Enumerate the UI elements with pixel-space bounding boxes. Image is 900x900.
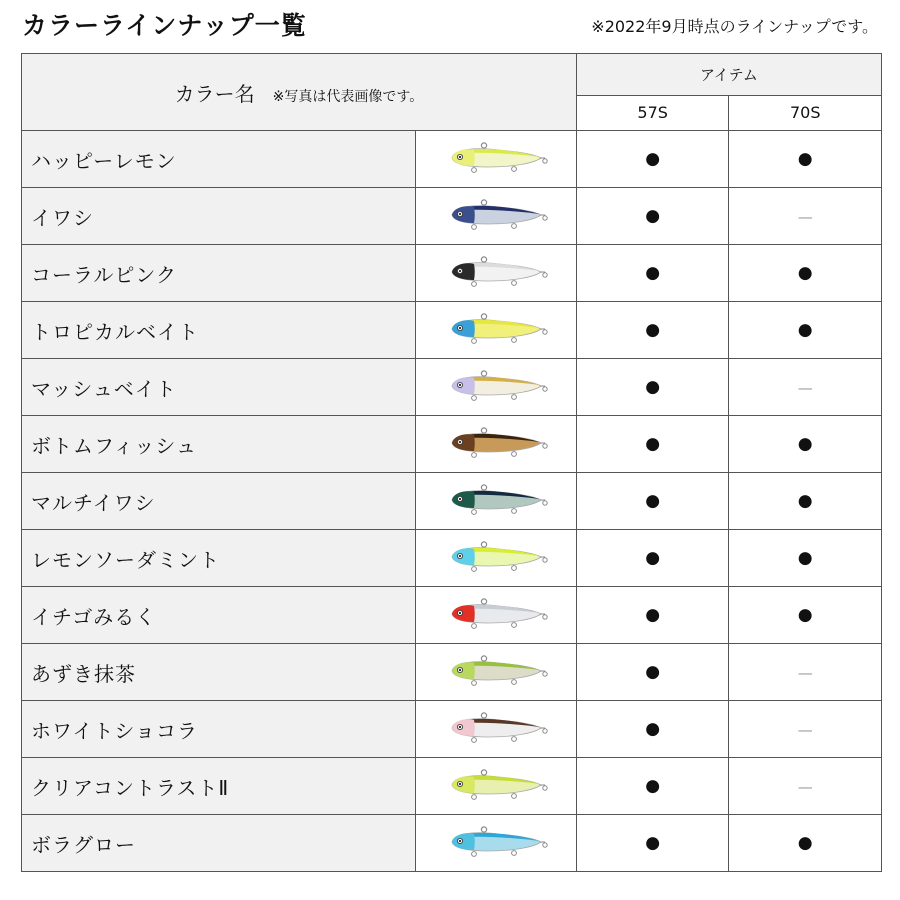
available-mark: ● <box>645 377 661 397</box>
unavailable-mark: — <box>797 720 813 739</box>
lure-image <box>444 312 548 348</box>
lure-photo-cell <box>416 416 577 473</box>
lure-photo-cell <box>416 815 577 872</box>
lure-photo-cell <box>416 473 577 530</box>
available-mark: ● <box>645 776 661 796</box>
table-row <box>22 530 882 587</box>
lure-image <box>444 198 548 234</box>
availability-70s <box>729 587 882 644</box>
lure-image <box>444 768 548 804</box>
availability-57s <box>576 188 729 245</box>
color-name-cell: コーラルピンク <box>22 245 416 302</box>
availability-70s <box>729 188 882 245</box>
availability-70s <box>729 473 882 530</box>
available-mark: ● <box>797 605 813 625</box>
table-row <box>22 587 882 644</box>
lure-image <box>444 711 548 747</box>
table-row <box>22 359 882 416</box>
availability-70s <box>729 245 882 302</box>
availability-57s <box>576 302 729 359</box>
unavailable-mark: — <box>797 207 813 226</box>
availability-57s <box>576 245 729 302</box>
availability-70s <box>729 530 882 587</box>
available-mark: ● <box>797 263 813 283</box>
color-name-cell: マッシュベイト <box>22 359 416 416</box>
lure-image <box>444 255 548 291</box>
table-row <box>22 302 882 359</box>
available-mark: ● <box>645 548 661 568</box>
table-row <box>22 416 882 473</box>
page-title: カラーラインナップ一覧 <box>22 11 307 40</box>
color-name-label: カラー名 <box>174 81 255 106</box>
model-70s-header: 70S <box>729 95 882 130</box>
availability-70s <box>729 359 882 416</box>
lure-photo-cell <box>416 644 577 701</box>
available-mark: ● <box>645 320 661 340</box>
available-mark: ● <box>797 320 813 340</box>
color-name-cell: マルチイワシ <box>22 473 416 530</box>
lure-image <box>444 597 548 633</box>
item-header: アイテム <box>576 54 881 96</box>
available-mark: ● <box>645 662 661 682</box>
color-name-cell: レモンソーダミント <box>22 530 416 587</box>
availability-70s <box>729 644 882 701</box>
lure-image <box>444 540 548 576</box>
availability-70s <box>729 302 882 359</box>
color-name-cell: ボラグロー <box>22 815 416 872</box>
available-mark: ● <box>645 263 661 283</box>
available-mark: ● <box>797 833 813 853</box>
availability-57s <box>576 644 729 701</box>
available-mark: ● <box>797 548 813 568</box>
table-row <box>22 758 882 815</box>
table-row <box>22 815 882 872</box>
table-row <box>22 644 882 701</box>
availability-57s <box>576 815 729 872</box>
lure-photo-cell <box>416 302 577 359</box>
table-row <box>22 473 882 530</box>
availability-57s <box>576 131 729 188</box>
lure-photo-cell <box>416 701 577 758</box>
color-name-cell: トロピカルベイト <box>22 302 416 359</box>
availability-57s <box>576 701 729 758</box>
available-mark: ● <box>797 149 813 169</box>
lure-photo-cell <box>416 587 577 644</box>
color-name-cell: ボトムフィッシュ <box>22 416 416 473</box>
available-mark: ● <box>645 491 661 511</box>
unavailable-mark: — <box>797 663 813 682</box>
table-row <box>22 701 882 758</box>
availability-57s <box>576 758 729 815</box>
lure-photo-cell <box>416 131 577 188</box>
available-mark: ● <box>645 719 661 739</box>
lure-photo-cell <box>416 245 577 302</box>
lure-photo-cell <box>416 758 577 815</box>
available-mark: ● <box>645 149 661 169</box>
lure-image <box>444 426 548 462</box>
available-mark: ● <box>645 833 661 853</box>
available-mark: ● <box>645 605 661 625</box>
lure-image <box>444 825 548 861</box>
unavailable-mark: — <box>797 378 813 397</box>
color-lineup-table <box>21 53 882 872</box>
lure-image <box>444 483 548 519</box>
availability-57s <box>576 587 729 644</box>
lure-photo-cell <box>416 530 577 587</box>
available-mark: ● <box>645 206 661 226</box>
availability-70s <box>729 416 882 473</box>
color-name-cell: ハッピーレモン <box>22 131 416 188</box>
lure-photo-cell <box>416 359 577 416</box>
table-row <box>22 131 882 188</box>
photo-note: ※写真は代表画像です。 <box>272 88 424 105</box>
color-name-cell: イチゴみるく <box>22 587 416 644</box>
lure-image <box>444 141 548 177</box>
availability-70s <box>729 815 882 872</box>
unavailable-mark: — <box>797 777 813 796</box>
availability-70s <box>729 701 882 758</box>
color-name-cell: クリアコントラストⅡ <box>22 758 416 815</box>
availability-70s <box>729 758 882 815</box>
availability-57s <box>576 416 729 473</box>
availability-70s <box>729 131 882 188</box>
lure-image <box>444 369 548 405</box>
color-name-cell: ホワイトショコラ <box>22 701 416 758</box>
available-mark: ● <box>797 434 813 454</box>
availability-57s <box>576 473 729 530</box>
table-row <box>22 188 882 245</box>
availability-57s <box>576 359 729 416</box>
color-name-cell: イワシ <box>22 188 416 245</box>
model-57s-header: 57S <box>576 95 729 130</box>
table-row <box>22 245 882 302</box>
lure-image <box>444 654 548 690</box>
availability-57s <box>576 530 729 587</box>
color-name-header <box>22 54 577 131</box>
available-mark: ● <box>797 491 813 511</box>
lineup-date-note: ※2022年9月時点のラインナップです。 <box>591 17 878 36</box>
lure-photo-cell <box>416 188 577 245</box>
color-name-cell: あずき抹茶 <box>22 644 416 701</box>
available-mark: ● <box>645 434 661 454</box>
